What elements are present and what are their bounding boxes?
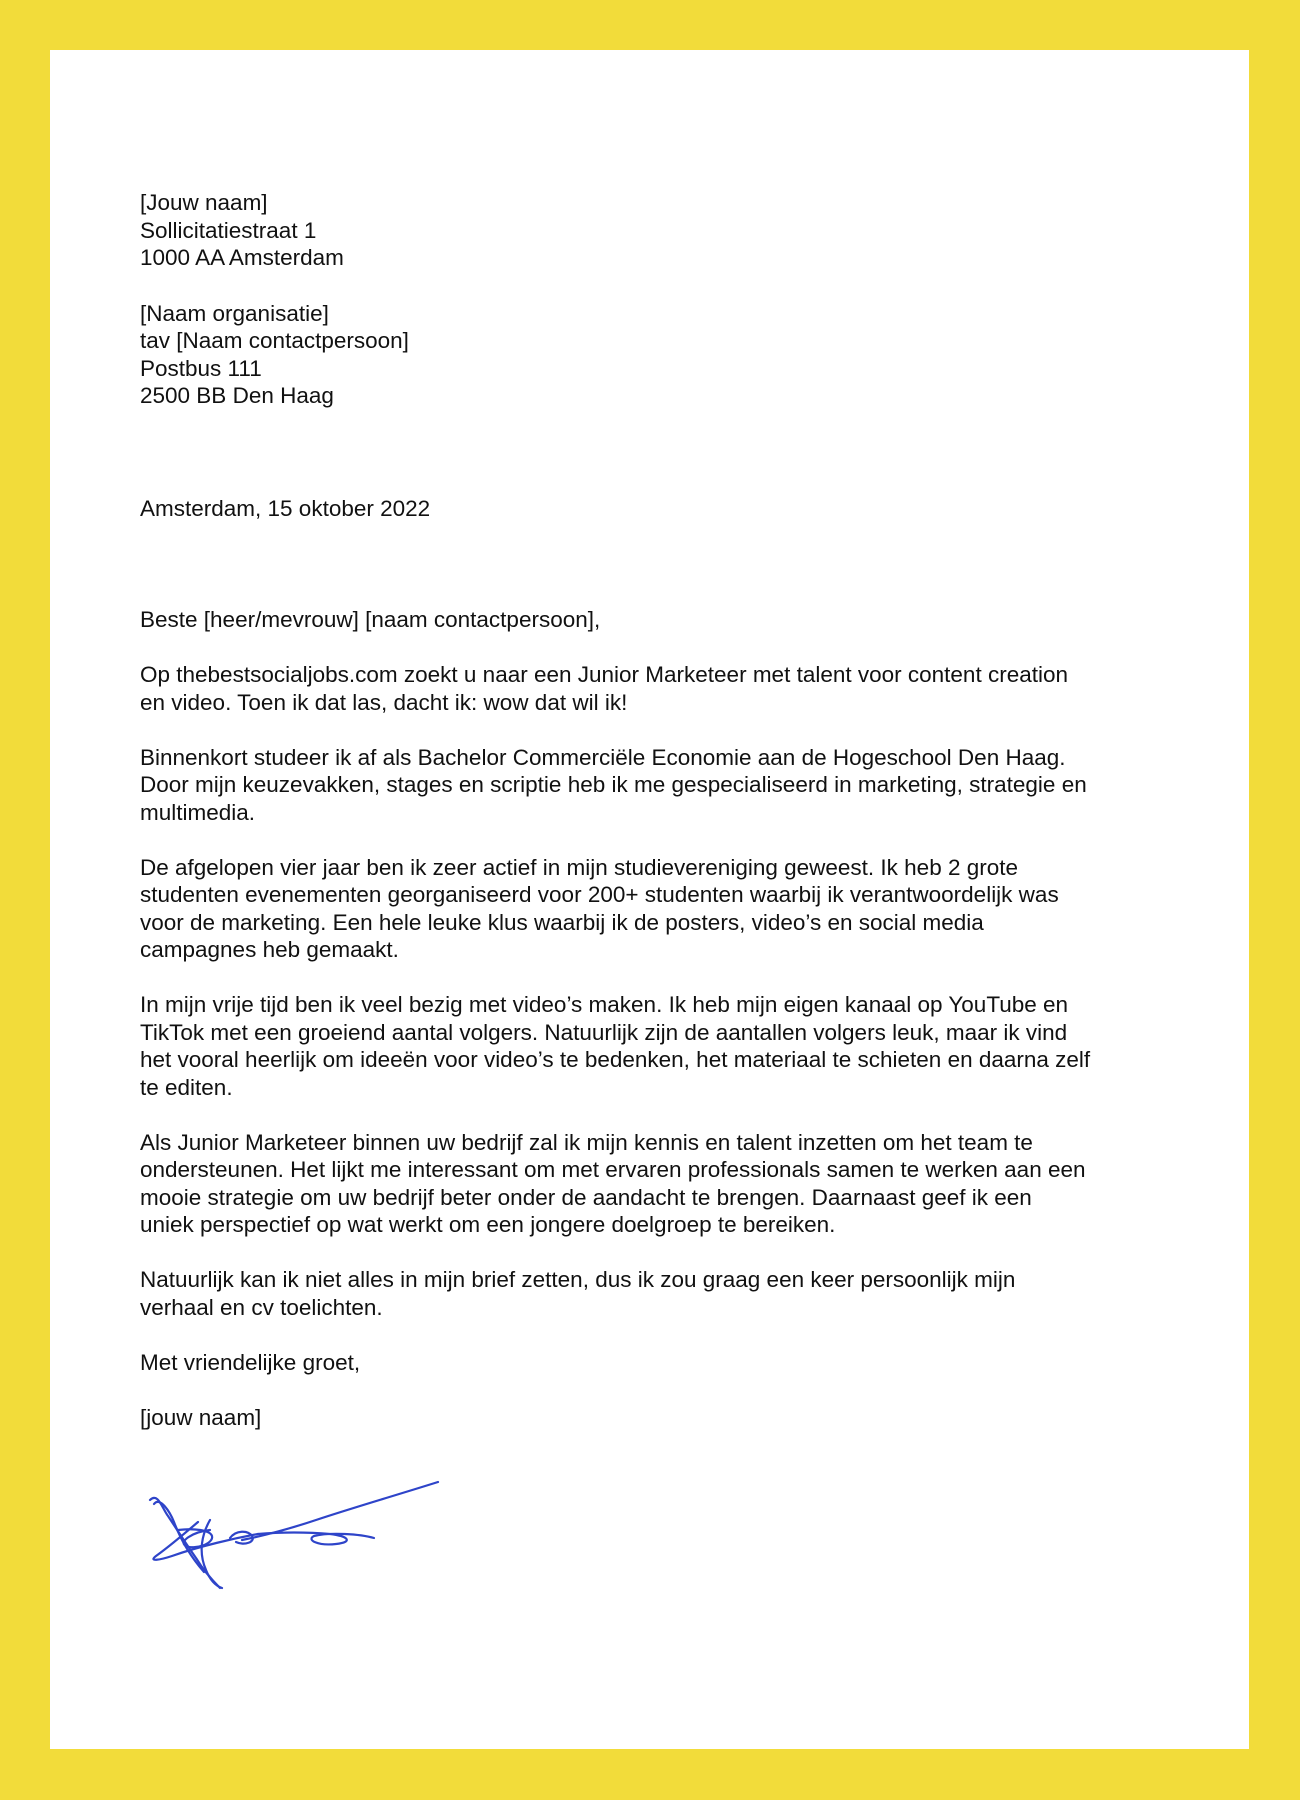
paragraph-line: Binnenkort studeer ik af als Bachelor Commerciële Economie aan de Hogeschool Den Haag. <box>140 744 1066 770</box>
paragraph-line: ondersteunen. Het lijkt me interessant om met ervaren professionals samen te werken aan een <box>140 1157 1086 1182</box>
place-date: Amsterdam, 15 oktober 2022 <box>140 495 431 521</box>
letter-page <box>50 50 1249 1749</box>
paragraph-1 <box>140 661 1170 716</box>
paragraph-4 <box>140 991 1170 1101</box>
sender-street: Sollicitatiestraat 1 <box>140 217 317 243</box>
recipient-postbox: Postbus 111 <box>140 355 262 381</box>
salutation: Beste [heer/mevrouw] [naam contactpersoon], <box>140 607 601 632</box>
paragraph-line: het vooral heerlijk om ideeën voor video’s te bedenken, het materiaal te schieten en daarna zelf <box>140 1047 1091 1072</box>
signature-icon <box>140 1460 480 1635</box>
paragraph-line: Als Junior Marketeer binnen uw bedrijf zal ik mijn kennis en talent inzetten om het team te <box>140 1129 1033 1155</box>
paragraph-line: voor de marketing. Een hele leuke klus waarbij ik de posters, video’s en social media <box>140 909 984 935</box>
paragraph-line: campagnes heb gemaakt. <box>140 937 399 962</box>
paragraph-line: mooie strategie om uw bedrijf beter onder de aandacht te brengen. Daarnaast geef ik een <box>140 1184 1032 1210</box>
paragraph-line: TikTok met een groeiend aantal volgers. Natuurlijk zijn de aantallen volgers leuk, maar ik vind <box>140 1019 1068 1045</box>
signoff-name: [jouw naam] <box>140 1404 262 1430</box>
sender-name: [Jouw naam] <box>140 190 268 215</box>
paragraph-line: multimedia. <box>140 799 256 825</box>
paragraph-line: De afgelopen vier jaar ben ik zeer actief in mijn studievereniging geweest. Ik heb 2 grote <box>140 854 1019 880</box>
paragraph-2 <box>140 744 1170 827</box>
closing: Met vriendelijke groet, <box>140 1349 361 1375</box>
recipient-city: 2500 BB Den Haag <box>140 383 334 408</box>
paragraph-line: studenten evenementen georganiseerd voor 200+ studenten waarbij ik verantwoordelijk was <box>140 882 1059 907</box>
sender-city: 1000 AA Amsterdam <box>140 245 344 270</box>
paragraph-line: te editen. <box>140 1074 233 1100</box>
paragraph-line: en video. Toen ik dat las, dacht ik: wow dat wil ik! <box>140 689 628 715</box>
paragraph-6 <box>140 1266 1170 1321</box>
paragraph-line: uniek perspectief op wat werkt om een jongere doelgroep te bereiken. <box>140 1212 836 1237</box>
paragraph-3 <box>140 854 1170 964</box>
sender-address <box>140 189 1170 272</box>
paragraph-line: verhaal en cv toelichten. <box>140 1294 383 1320</box>
recipient-organisation: [Naam organisatie] <box>140 300 329 326</box>
recipient-attention: tav [Naam contactpersoon] <box>140 328 409 353</box>
paragraph-5 <box>140 1129 1170 1239</box>
letter-body <box>140 189 1170 1431</box>
paragraph-line: Natuurlijk kan ik niet alles in mijn brief zetten, dus ik zou graag een keer persoonlijk mijn <box>140 1267 1016 1292</box>
paragraph-line: Door mijn keuzevakken, stages en scriptie heb ik me gespecialiseerd in marketing, strategie en <box>140 772 1087 797</box>
paragraph-line: Op thebestsocialjobs.com zoekt u naar een Junior Marketeer met talent voor content creation <box>140 662 1068 687</box>
paragraph-line: In mijn vrije tijd ben ik veel bezig met video’s maken. Ik heb mijn eigen kanaal op YouTube en <box>140 992 1069 1017</box>
recipient-address <box>140 300 1170 410</box>
